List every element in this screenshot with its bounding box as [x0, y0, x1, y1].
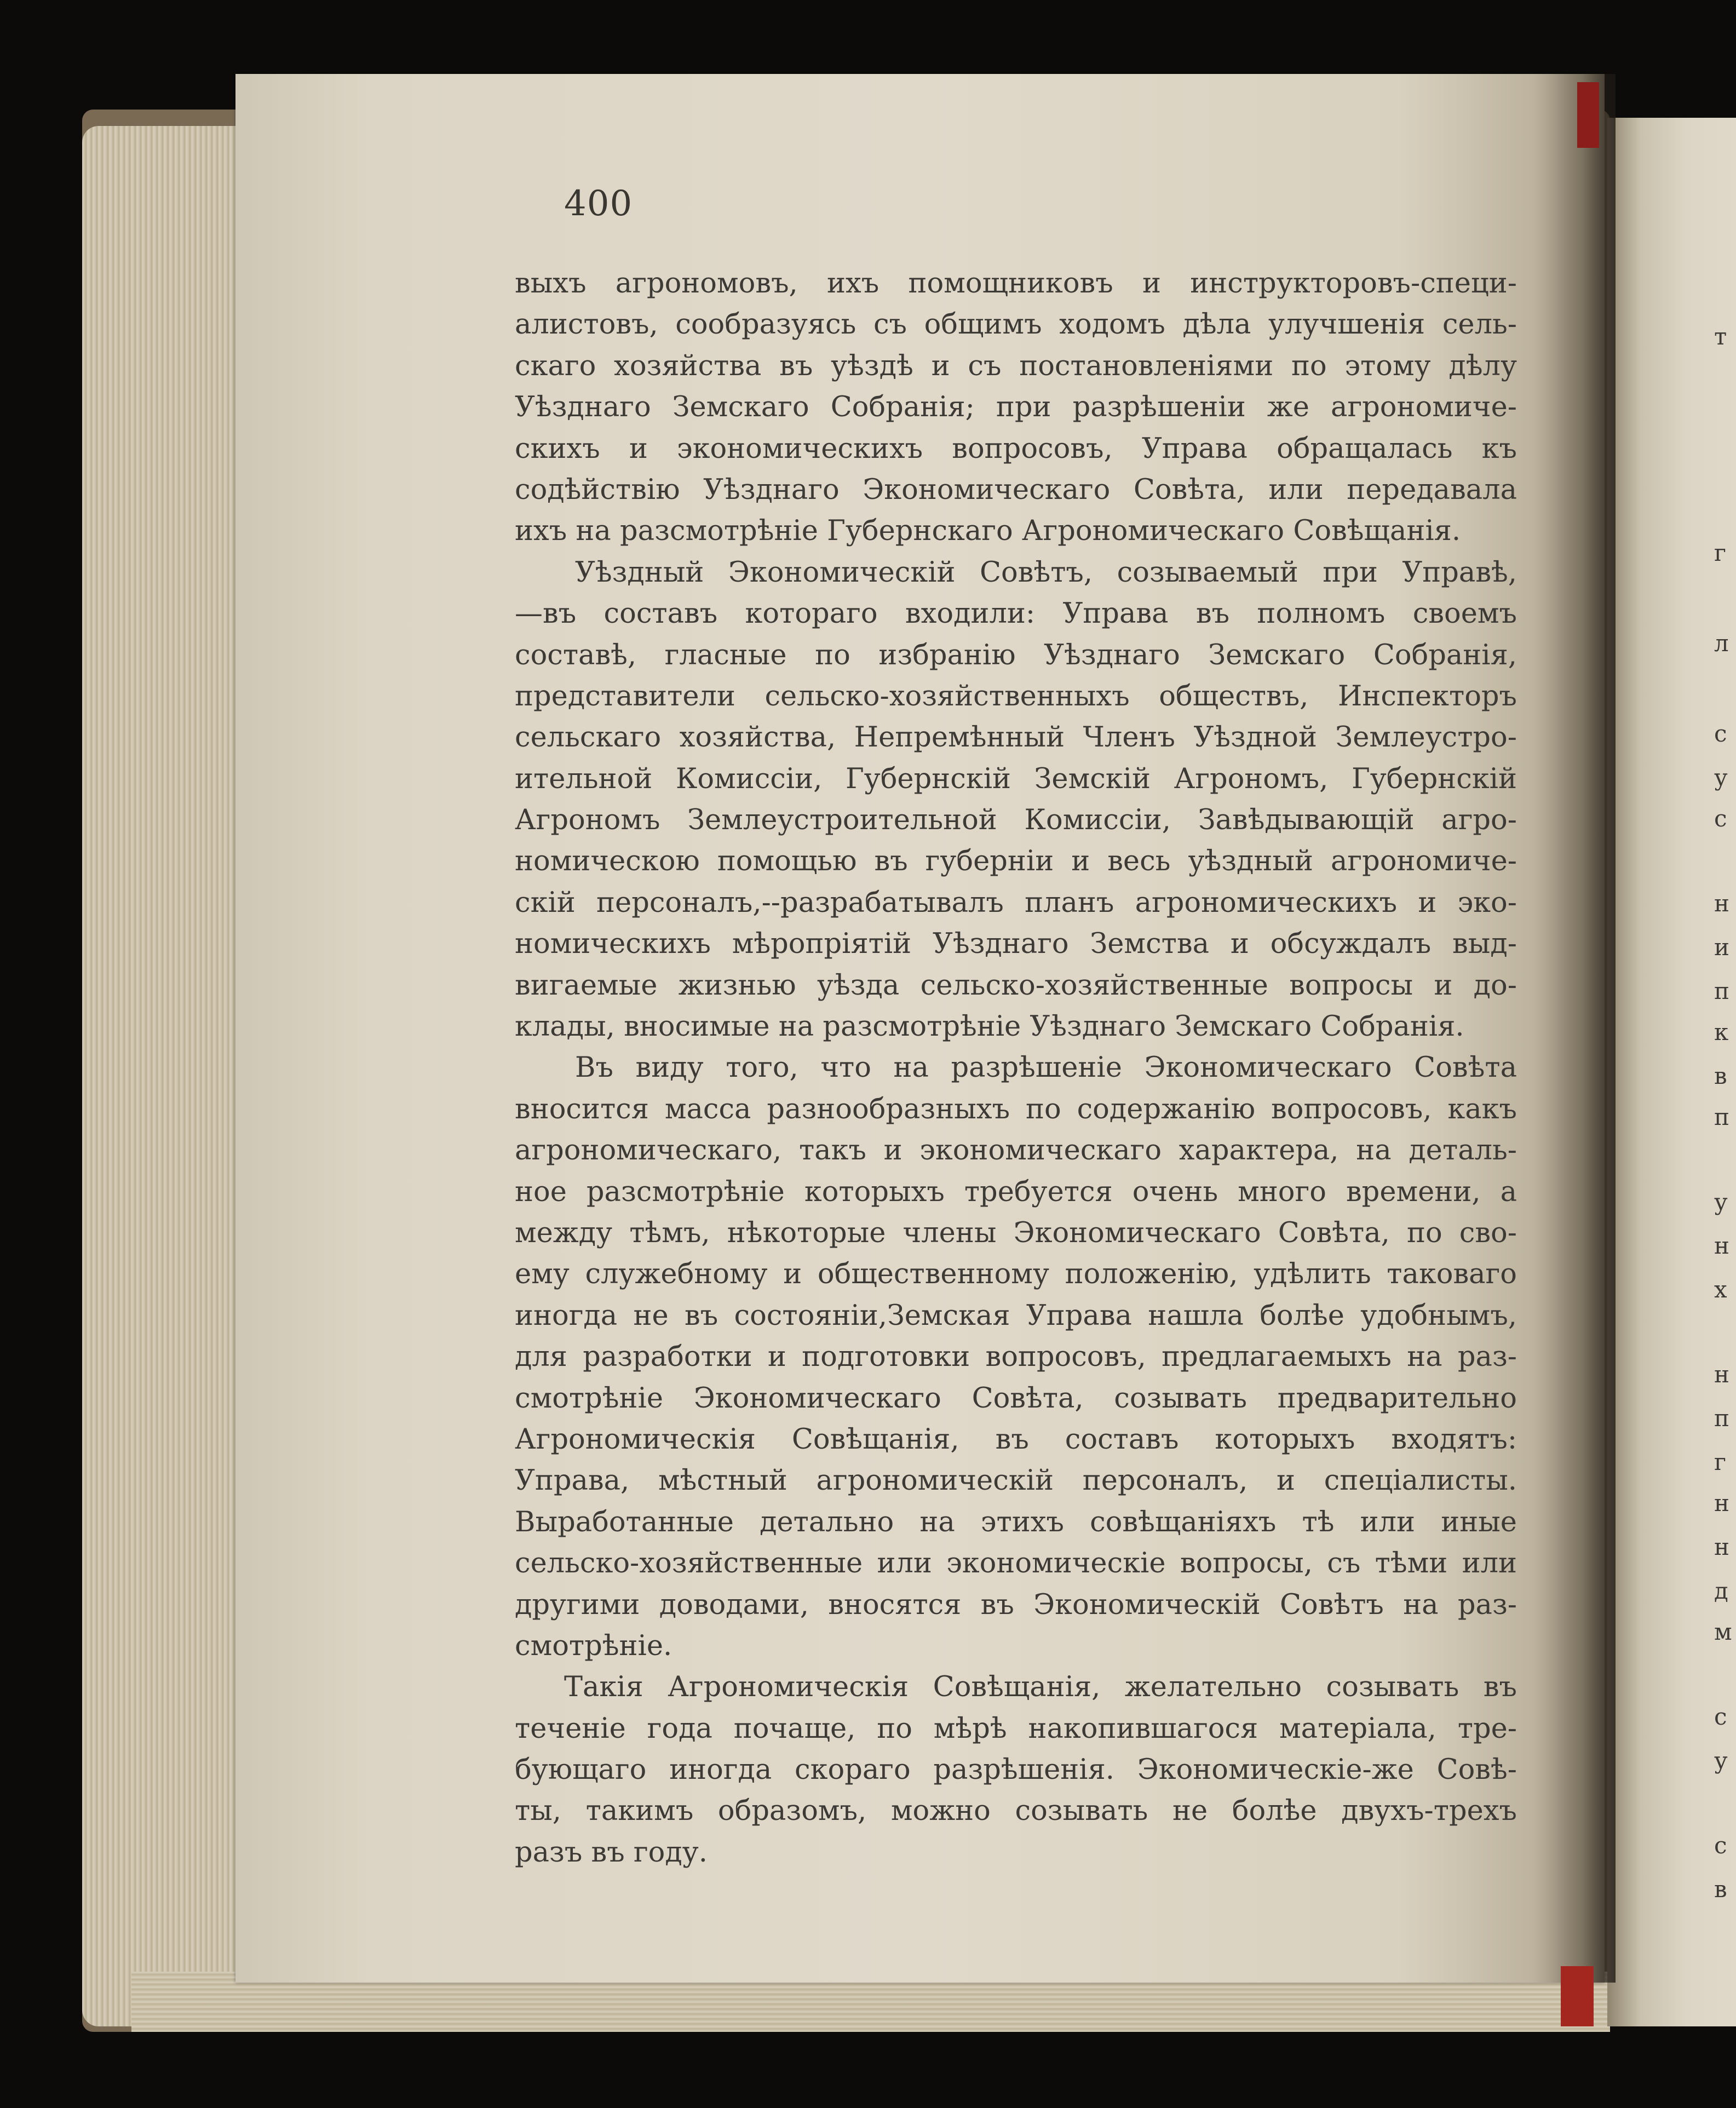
text-line: иногда не въ состояніи,Земская Управа нашла болѣе удобнымъ,: [515, 1299, 1517, 1332]
body-text: [515, 263, 1517, 1873]
fragment-letter: д: [1714, 1577, 1728, 1604]
text-line: выхъ агрономовъ, ихъ помощниковъ и инструкторовъ-специ-: [515, 267, 1517, 300]
text-line: смотрѣніе.: [515, 1629, 672, 1662]
text-line: Уѣзднаго Земскаго Собранія; при разрѣшеніи же агрономиче-: [515, 391, 1517, 424]
text-line: Въ виду того, что на разрѣшеніе Экономическаго Совѣта: [575, 1052, 1517, 1084]
text-line: сельско-хозяйственные или экономическіе вопросы, съ тѣми или: [515, 1547, 1517, 1580]
fragment-letter: п: [1714, 978, 1729, 1004]
text-line: Управа, мѣстный агрономическій персоналъ, и спеціалисты.: [515, 1464, 1517, 1497]
fragment-letter: н: [1714, 1490, 1729, 1517]
text-line: вносится масса разнообразныхъ по содержанію вопросовъ, какъ: [515, 1093, 1517, 1125]
fragment-letter: и: [1714, 934, 1729, 961]
text-line: ительной Комиссіи, Губернскій Земскій Агрономъ, Губернскій: [515, 762, 1517, 795]
text-line: ихъ на разсмотрѣніе Губернскаго Агрономическаго Совѣщанія.: [515, 515, 1461, 548]
gutter-shadow: [1533, 74, 1616, 1983]
fragment-letter: н: [1714, 1533, 1729, 1560]
text-line: алистовъ, сообразуясь съ общимъ ходомъ дѣла улучшенія сель-: [515, 308, 1517, 341]
fragment-letter: г: [1714, 539, 1727, 566]
text-line: Выработанные детально на этихъ совѣщаніяхъ тѣ или иные: [515, 1506, 1517, 1538]
text-line: клады, вносимые на разсмотрѣніе Уѣзднаго Земскаго Собранія.: [515, 1010, 1464, 1043]
fragment-letter: н: [1714, 1232, 1729, 1259]
fragment-letter: н: [1714, 1361, 1729, 1388]
bookmark-ribbon-top: [1577, 82, 1599, 148]
text-line: агрономическаго, такъ и экономическаго характера, на деталь-: [515, 1134, 1517, 1167]
fragment-letter: м: [1714, 1618, 1732, 1645]
text-line: Агрономическія Совѣщанія, въ составъ которыхъ входятъ:: [515, 1423, 1517, 1456]
text-line: ты, такимъ образомъ, можно созывать не болѣе двухъ-трехъ: [515, 1795, 1517, 1828]
fragment-letter: п: [1714, 1405, 1729, 1432]
text-line: разъ въ году.: [515, 1836, 708, 1869]
text-line: скихъ и экономическихъ вопросовъ, Управа обращалась къ: [515, 432, 1517, 465]
text-line: ему служебному и общественному положенію, удѣлить таковаго: [515, 1258, 1517, 1291]
text-line: смотрѣніе Экономическаго Совѣта, созывать предварительно: [515, 1382, 1517, 1415]
text-line: Агрономъ Землеустроительной Комиссіи, Завѣдывающій агро-: [515, 804, 1517, 837]
fragment-letter: у: [1714, 1188, 1728, 1215]
facing-page-text-fragments: [1643, 0, 1736, 2108]
text-line: Уѣздный Экономическій Совѣтъ, созываемый при Управѣ,: [575, 556, 1517, 589]
bookmark-ribbon-bottom: [1561, 1966, 1594, 2026]
page-edges-left: [82, 126, 241, 2026]
fragment-letter: с: [1714, 1832, 1727, 1859]
fragment-letter: п: [1714, 1104, 1729, 1130]
text-line: другими доводами, вносятся въ Экономическій Совѣтъ на раз-: [515, 1588, 1517, 1621]
fragment-letter: т: [1714, 323, 1727, 350]
text-line: для разработки и подготовки вопросовъ, предлагаемыхъ на раз-: [515, 1341, 1517, 1374]
text-line: составѣ, гласные по избранію Уѣзднаго Земскаго Собранія,: [515, 639, 1517, 671]
text-line: скій персоналъ,--разрабатывалъ планъ агрономическихъ и эко-: [515, 886, 1517, 919]
fragment-letter: у: [1714, 1747, 1728, 1774]
fragment-letter: с: [1714, 720, 1727, 747]
text-line: сельскаго хозяйства, Непремѣнный Членъ Уѣздной Землеустро-: [515, 721, 1517, 754]
fragment-letter: н: [1714, 890, 1729, 917]
text-line: —въ составъ котораго входили: Управа въ полномъ своемъ: [515, 598, 1517, 630]
fragment-letter: в: [1714, 1062, 1727, 1089]
fragment-letter: в: [1714, 1876, 1727, 1903]
fragment-letter: г: [1714, 1449, 1727, 1475]
fragment-letter: у: [1714, 764, 1728, 791]
text-line: представители сельско-хозяйственныхъ обществъ, Инспекторъ: [515, 680, 1517, 713]
text-line: теченіе года почаще, по мѣрѣ накопившагося матеріала, тре-: [515, 1712, 1517, 1745]
text-line: номическою помощью въ губерніи и весь уѣздный агрономиче-: [515, 845, 1517, 878]
text-line: ное разсмотрѣніе которыхъ требуется очень много времени, а: [515, 1175, 1517, 1208]
text-line: между тѣмъ, нѣкоторые члены Экономическаго Совѣта, по сво-: [515, 1216, 1517, 1249]
text-line: номическихъ мѣропріятій Уѣзднаго Земства и обсуждалъ выд-: [515, 928, 1517, 961]
fragment-letter: к: [1714, 1019, 1729, 1046]
text-line: скаго хозяйства въ уѣздѣ и съ постановленіями по этому дѣлу: [515, 349, 1517, 382]
fragment-letter: х: [1714, 1276, 1727, 1303]
fragment-letter: л: [1714, 630, 1729, 657]
text-line: Такія Агрономическія Совѣщанія, желательно созывать въ: [564, 1671, 1517, 1704]
text-line: вигаемые жизнью уѣзда сельско-хозяйственные вопросы и до-: [515, 969, 1517, 1002]
fragment-letter: с: [1714, 805, 1727, 832]
fragment-letter: с: [1714, 1703, 1727, 1730]
text-line: бующаго иногда скораго разрѣшенія. Экономическіе-же Совѣ-: [515, 1754, 1517, 1787]
page-number: 400: [564, 183, 633, 224]
text-line: содѣйствію Уѣзднаго Экономическаго Совѣта, или передавала: [515, 473, 1517, 506]
